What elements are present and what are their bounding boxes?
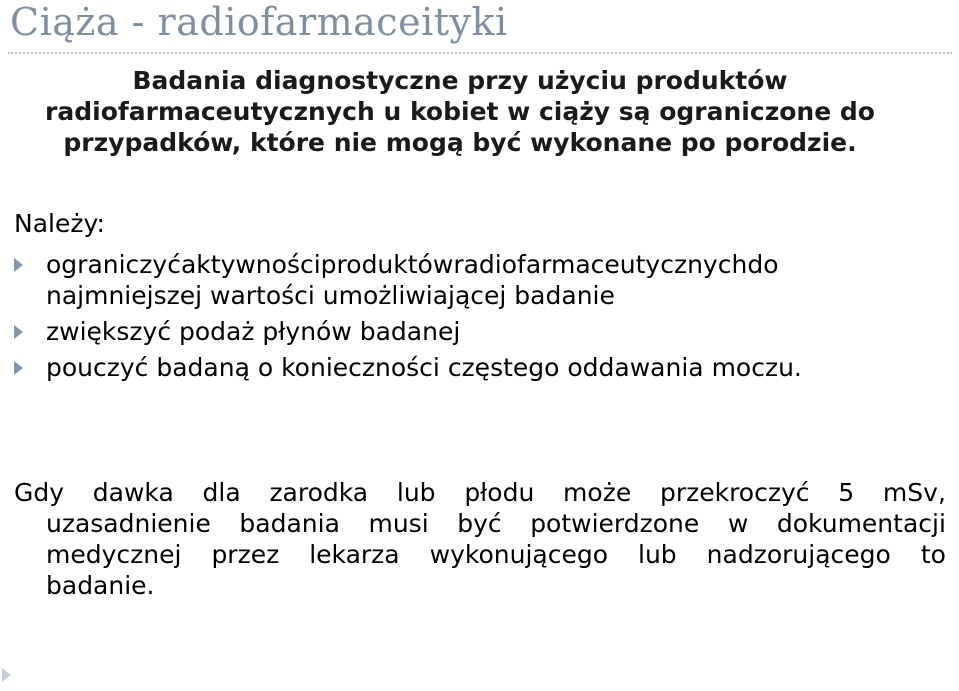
closing-line (14, 539, 946, 570)
word: musi (368, 509, 429, 538)
word: Gdy (14, 478, 65, 507)
bullet-line: zwiększyć podaż płynów badanej (46, 317, 461, 346)
intro-paragraph (30, 65, 890, 158)
word: do (747, 250, 779, 279)
bullet-justified-line (46, 249, 946, 280)
title-divider (8, 52, 952, 54)
word: 5 (838, 478, 855, 507)
list-item (14, 249, 946, 311)
word: produktów (320, 250, 454, 279)
list-item (14, 316, 946, 347)
word: uzasadnienie (46, 509, 211, 538)
closing-line: badanie. (46, 571, 155, 600)
word: nadzorującego (706, 540, 891, 569)
word: mSv, (882, 478, 946, 507)
triangle-right-icon (14, 258, 23, 272)
word: medycznej (46, 540, 182, 569)
word: przez (211, 540, 280, 569)
bullet-line: pouczyć badaną o konieczności częstego oddawania moczu. (46, 353, 802, 382)
word: lekarza (309, 540, 400, 569)
intro-line: przypadków, które nie mogą być wykonane po porodzie. (63, 128, 857, 157)
word: badania (239, 509, 340, 538)
word: potwierdzone (530, 509, 700, 538)
closing-line (14, 477, 946, 508)
intro-line: Badania diagnostyczne przy użyciu produktów (132, 66, 788, 95)
word: zarodka (269, 478, 369, 507)
word: aktywności (180, 250, 321, 279)
word: wykonującego (429, 540, 608, 569)
word: dawka (92, 478, 174, 507)
word: dokumentacji (776, 509, 946, 538)
word: lub (638, 540, 677, 569)
triangle-right-icon (14, 361, 23, 375)
slide-title: Ciąża - radiofarmaceityki (10, 0, 508, 44)
word: być (457, 509, 502, 538)
list-item (14, 352, 946, 383)
word: to (920, 540, 946, 569)
word: płodu (464, 478, 535, 507)
word: dla (202, 478, 241, 507)
word: radiofarmaceutycznych (453, 250, 748, 279)
word: w (727, 509, 749, 538)
word: lub (396, 478, 436, 507)
closing-line (14, 508, 946, 539)
triangle-right-icon (2, 668, 11, 682)
triangle-right-icon (14, 325, 23, 339)
word: może (563, 478, 632, 507)
word: przekroczyć (659, 478, 810, 507)
intro-line: radiofarmaceutycznych u kobiet w ciąży są ograniczone do (45, 97, 875, 126)
word: ograniczyć (46, 250, 181, 279)
lead-text: Należy: (14, 209, 105, 238)
closing-paragraph (14, 477, 946, 601)
bullet-list (14, 249, 946, 388)
bullet-line: najmniejszej wartości umożliwiającej badanie (46, 281, 615, 310)
